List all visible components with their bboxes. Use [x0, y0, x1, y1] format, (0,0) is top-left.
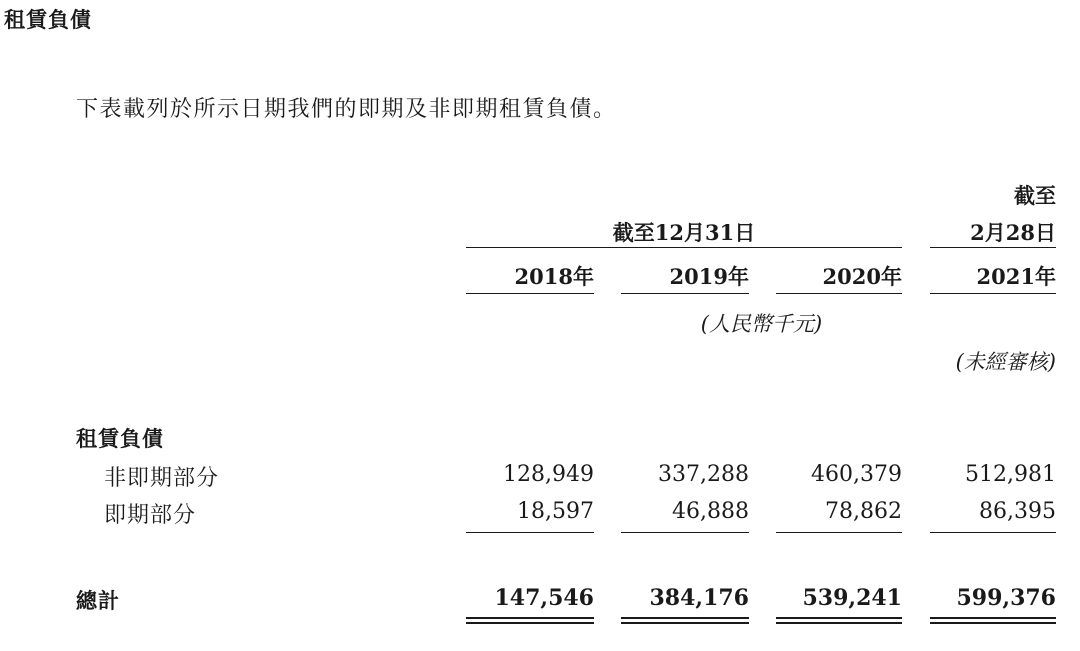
total-2020: 539,241 — [802, 585, 902, 611]
total-label: 總計 — [76, 589, 120, 613]
year-header-2020: 2020年 — [822, 264, 902, 289]
unit-note: (人民幣千元) — [700, 312, 823, 336]
cell-non-current-2018: 128,949 — [503, 462, 594, 487]
total-2018: 147,546 — [494, 585, 594, 611]
row-label-current: 即期部分 — [104, 503, 197, 528]
period-end-label-line2: 2月28日 — [970, 220, 1056, 245]
total-double-underline-2018 — [466, 617, 594, 624]
table-group-title: 租賃負債 — [76, 427, 164, 451]
section-title: 租賃負債 — [4, 8, 92, 32]
total-2019: 384,176 — [649, 585, 749, 611]
year-underline-2020 — [776, 293, 902, 294]
cell-non-current-2020: 460,379 — [811, 462, 902, 487]
year-header-2019: 2019年 — [669, 264, 749, 289]
year-underline-2019 — [621, 293, 749, 294]
subtotal-underline-2019 — [621, 532, 749, 533]
year-header-2021: 2021年 — [976, 264, 1056, 289]
total-double-underline-2019 — [621, 617, 749, 624]
total-2021: 599,376 — [956, 585, 1056, 611]
unaudited-note: (未經審核) — [955, 350, 1056, 374]
period-end-label-line1: 截至 — [1014, 184, 1056, 208]
row-label-non-current: 非即期部分 — [104, 466, 220, 491]
total-double-underline-2021 — [930, 617, 1056, 624]
intro-paragraph: 下表載列於所示日期我們的即期及非即期租賃負債。 — [76, 97, 617, 122]
cell-current-2021: 86,395 — [979, 499, 1056, 524]
subtotal-underline-2021 — [930, 532, 1056, 533]
year-header-2018: 2018年 — [514, 264, 594, 289]
cell-non-current-2019: 337,288 — [658, 462, 749, 487]
cell-current-2018: 18,597 — [517, 499, 594, 524]
year-underline-2021 — [930, 293, 1056, 294]
cell-current-2019: 46,888 — [672, 499, 749, 524]
group-header-label: 截至12月31日 — [612, 220, 756, 245]
cell-current-2020: 78,862 — [825, 499, 902, 524]
year-underline-2018 — [466, 293, 594, 294]
total-double-underline-2020 — [776, 617, 902, 624]
cell-non-current-2021: 512,981 — [965, 462, 1056, 487]
period-end-underline — [930, 247, 1056, 248]
subtotal-underline-2018 — [466, 532, 594, 533]
group-header-underline — [466, 247, 902, 248]
subtotal-underline-2020 — [776, 532, 902, 533]
